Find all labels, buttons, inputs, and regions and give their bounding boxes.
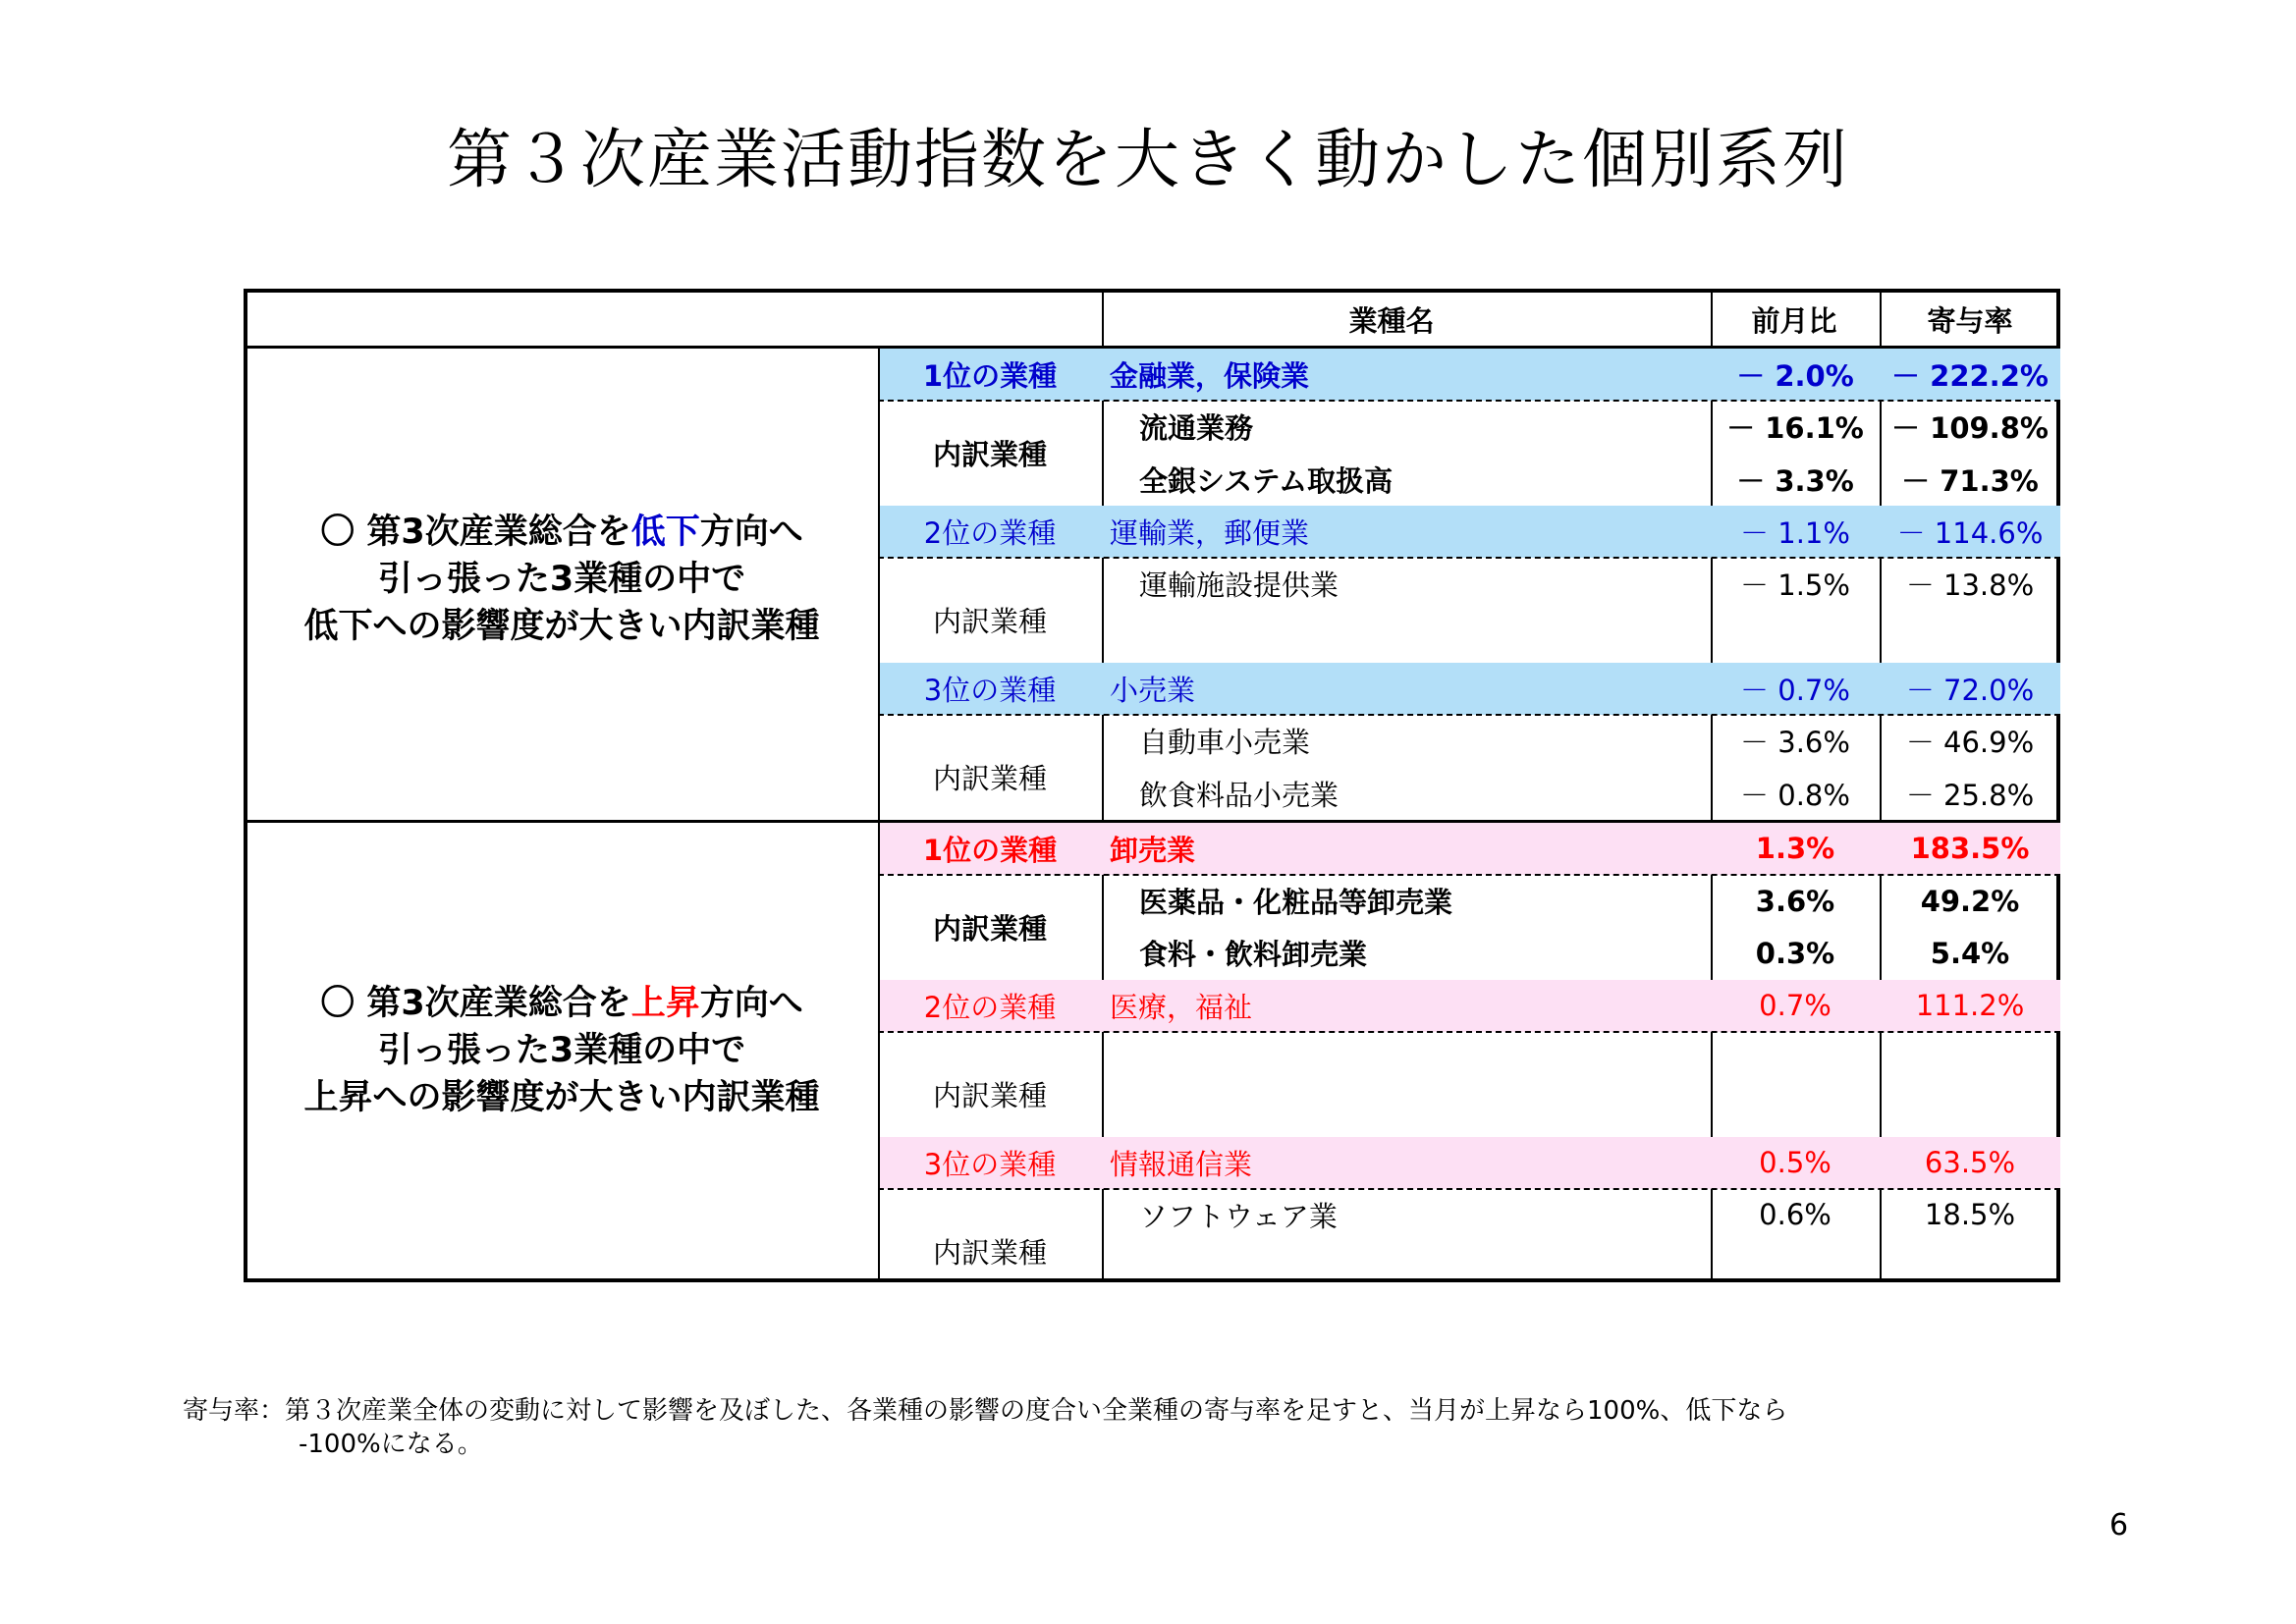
sub-industry-contrib: － 71.3% [1901,463,2039,498]
rank-label: 3位の業種 [923,673,1057,707]
sub-industry-name: 医薬品・化粧品等卸売業 [1139,886,1453,920]
sub-industry-mom: － 0.8% [1740,778,1850,812]
sub-industry-contrib: － 46.9% [1905,726,2035,760]
rank-label: 1位の業種 [922,833,1058,867]
sub-industry-contrib: 5.4% [1930,936,2010,970]
industry-contrib: － 114.6% [1896,516,2044,551]
header-contrib: 寄与率 [1927,303,2013,338]
column-divider [1102,293,1104,1278]
header-mom: 前月比 [1751,303,1837,338]
industry-name: 医療，福祉 [1110,990,1253,1024]
sub-industry-name: 飲食料品小売業 [1139,778,1339,812]
sub-industry-mom: － 3.3% [1736,463,1854,498]
sub-industry-contrib: － 25.8% [1905,778,2035,812]
industry-name: 情報通信業 [1110,1147,1253,1181]
rank-label: 3位の業種 [923,1147,1057,1181]
industry-mom: － 2.0% [1736,359,1854,394]
footnote: 寄与率：第３次産業全体の変動に対して影響を及ぼした、各業種の影響の度合い全業種の寄与率を足すと、当月が上昇なら100%、低下なら -100%になる。 [183,1396,1788,1459]
breakdown-label: 内訳業種 [932,438,1047,472]
breakdown-label: 内訳業種 [932,604,1047,638]
increase-section-label: 〇 第3次産業総合を上昇方向へ 引っ張った3業種の中で 上昇への影響度が大きい内訳業種 [303,984,820,1117]
industry-mom: 0.5% [1759,1146,1831,1180]
industry-contrib: － 72.0% [1905,673,2035,707]
industry-mom: 1.3% [1755,832,1835,866]
sub-industry-mom: 3.6% [1755,884,1835,918]
industry-mom: － 0.7% [1740,673,1850,707]
breakdown-label: 内訳業種 [932,1235,1047,1270]
sub-industry-contrib: － 109.8% [1891,411,2049,446]
industry-mom: 0.7% [1759,989,1831,1023]
decrease-section-label: 〇 第3次産業総合を低下方向へ 引っ張った3業種の中で 低下への影響度が大きい内訳業種 [303,513,820,646]
industry-contrib: － 222.2% [1891,359,2049,394]
industry-contrib: 183.5% [1910,832,2030,866]
sub-industry-contrib: 18.5% [1924,1198,2016,1232]
sub-industry-name: 流通業務 [1139,411,1254,446]
rank-label: 2位の業種 [923,516,1057,551]
sub-industry-mom: － 16.1% [1726,411,1864,446]
ranking-table [244,289,2060,1282]
rank-label: 1位の業種 [922,359,1058,394]
sub-industry-contrib: － 13.8% [1905,568,2035,603]
sub-industry-name: 運輸施設提供業 [1139,568,1339,603]
industry-name: 卸売業 [1110,833,1196,867]
sub-industry-contrib: 49.2% [1920,884,2020,918]
page-number: 6 [2109,1508,2129,1543]
breakdown-label: 内訳業種 [932,911,1047,946]
industry-name: 小売業 [1110,673,1196,707]
sub-industry-name: 食料・飲料卸売業 [1139,938,1368,972]
sub-industry-mom: 0.6% [1759,1198,1831,1232]
industry-contrib: 63.5% [1924,1146,2016,1180]
sub-industry-name: 自動車小売業 [1139,726,1311,760]
rank-label: 2位の業種 [923,990,1057,1024]
industry-contrib: 111.2% [1915,989,2025,1023]
sub-industry-mom: － 3.6% [1740,726,1850,760]
breakdown-label: 内訳業種 [932,1078,1047,1112]
header-name: 業種名 [1348,303,1435,338]
breakdown-label: 内訳業種 [932,761,1047,795]
industry-name: 金融業，保険業 [1110,359,1310,394]
sub-industry-mom: － 1.5% [1740,568,1850,603]
industry-mom: － 1.1% [1740,516,1850,551]
sub-industry-name: ソフトウェア業 [1139,1199,1338,1233]
page-title: 第３次産業活動指数を大きく動かした個別系列 [447,122,1849,197]
sub-industry-mom: 0.3% [1755,936,1835,970]
industry-name: 運輸業，郵便業 [1110,516,1310,551]
sub-industry-name: 全銀システム取扱高 [1139,463,1394,498]
